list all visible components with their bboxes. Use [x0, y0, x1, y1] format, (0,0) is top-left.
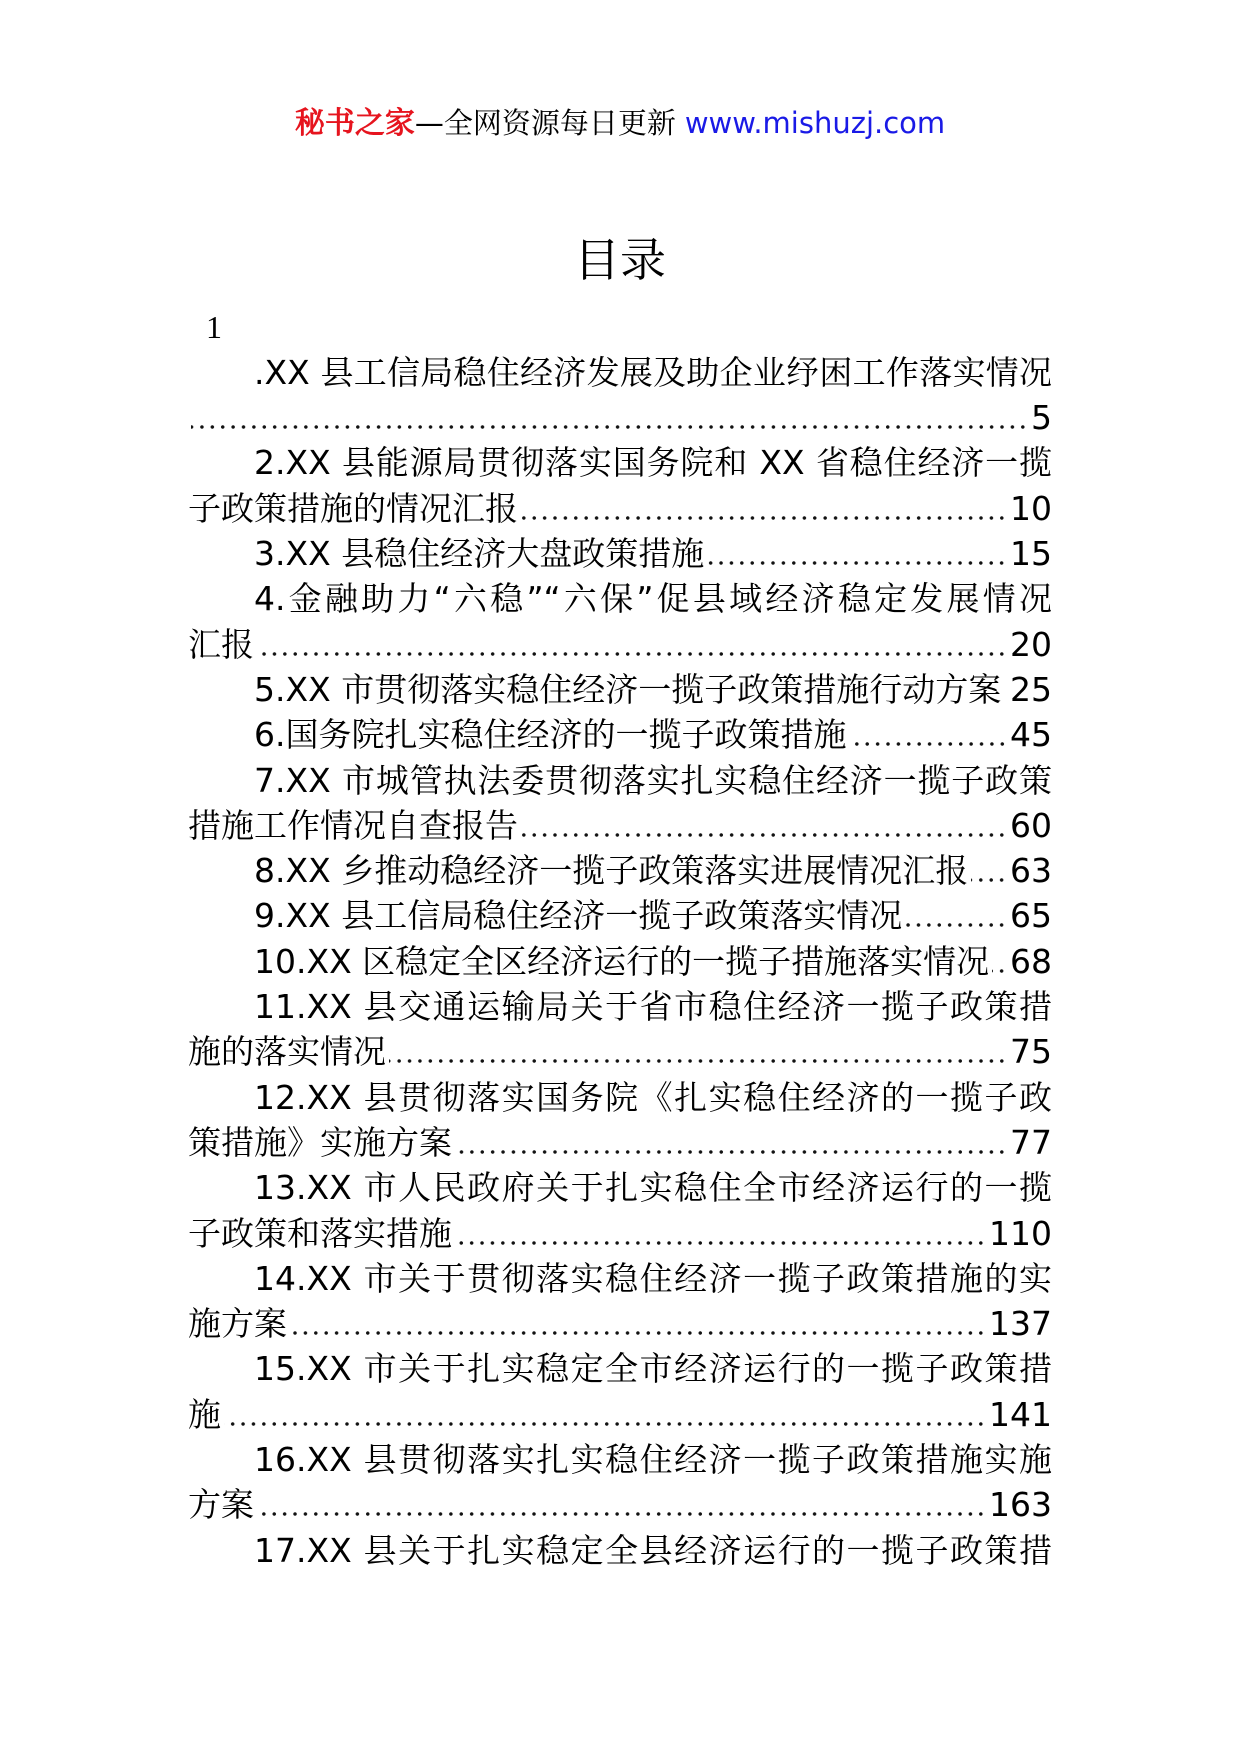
toc-line-text: 17.XX 县关于扎实稳定全县经济运行的一揽子政策措: [254, 1530, 1052, 1570]
dot-leader: [707, 531, 1007, 576]
toc-page-number: 60: [1010, 805, 1052, 845]
toc-line-text: 6.国务院扎实稳住经济的一揽子政策措施: [254, 715, 847, 755]
toc-page-number: 141: [989, 1394, 1052, 1434]
toc-page-number: 75: [1010, 1032, 1052, 1072]
toc-entry-number: 1: [206, 308, 222, 345]
toc-line-text: 13.XX 市人民政府关于扎实稳住全市经济运行的一揽: [254, 1168, 1052, 1208]
toc-line: [188, 486, 1052, 531]
dot-leader: [992, 939, 1007, 984]
toc-line-text: 2.XX 县能源局贯彻落实国务院和 XX 省稳住经济一揽: [254, 443, 1052, 483]
toc-line: [188, 1120, 1052, 1165]
toc-line: [188, 893, 1052, 938]
toc-entry: [188, 984, 1052, 1075]
toc-line: [188, 939, 1052, 984]
dot-leader: [521, 486, 1007, 531]
toc-line-text: 8.XX 乡推动稳经济一揽子政策落实进展情况汇报: [254, 851, 969, 891]
toc-line-text: 子政策措施的情况汇报: [188, 488, 518, 528]
dot-leader: [971, 848, 1007, 893]
toc-page-number: 65: [1010, 896, 1052, 936]
toc-page-number: 45: [1010, 715, 1052, 755]
toc-entry: [188, 576, 1052, 667]
toc-line: [188, 440, 1052, 485]
dot-leader: [389, 1029, 1007, 1074]
dot-leader: [1004, 667, 1007, 712]
toc-line: [188, 1029, 1052, 1074]
toc-entry: [188, 1528, 1052, 1573]
toc-line: [188, 622, 1052, 667]
toc-line-text: 施的落实情况: [188, 1032, 386, 1072]
toc-page-number: 77: [1010, 1122, 1052, 1162]
toc-list: [188, 305, 1052, 1573]
toc-line-text: 12.XX 县贯彻落实国务院《扎实稳住经济的一揽子政: [254, 1077, 1052, 1117]
toc-page-number: 20: [1010, 624, 1052, 664]
toc-line: [188, 1211, 1052, 1256]
toc-page-number: 25: [1010, 669, 1052, 709]
brand-name: 秘书之家: [294, 106, 415, 141]
toc-line-text: 子政策和落实措施: [188, 1213, 452, 1253]
toc-entry: [188, 531, 1052, 576]
toc-entry: [188, 1165, 1052, 1256]
dot-leader: [905, 893, 1007, 938]
toc-line: [188, 758, 1052, 803]
website-link[interactable]: www.mishuzj.com: [684, 106, 946, 140]
page-header: [0, 100, 1240, 147]
toc-page-number: 63: [1010, 851, 1052, 891]
toc-line-text: 3.XX 县稳住经济大盘政策措施: [254, 534, 705, 574]
toc-entry: [188, 848, 1052, 893]
toc-line: [188, 576, 1052, 621]
toc-line-text: 10.XX 区稳定全区经济运行的一揽子措施落实情况: [254, 941, 990, 981]
toc-entry: [188, 893, 1052, 938]
toc-line-text: 5.XX 市贯彻落实稳住经济一揽子政策措施行动方案: [254, 669, 1002, 709]
toc-line: [188, 1301, 1052, 1346]
page-title: 目录: [574, 233, 666, 287]
toc-page-number: 5: [1031, 398, 1052, 438]
toc-line-text: 14.XX 市关于贯彻落实稳住经济一揽子政策措施的实: [254, 1258, 1052, 1298]
toc-entry: [188, 1256, 1052, 1347]
toc-page-number: 10: [1010, 488, 1052, 528]
dot-leader: [224, 1392, 986, 1437]
toc-line-text: 汇报: [188, 624, 254, 664]
toc-line: [188, 395, 1052, 440]
toc-entry: [188, 1346, 1052, 1437]
toc-entry: [188, 758, 1052, 849]
toc-line-text: 9.XX 县工信局稳住经济一揽子政策落实情况: [254, 896, 903, 936]
toc-entry: [188, 712, 1052, 757]
toc-line-text: 16.XX 县贯彻落实扎实稳住经济一揽子政策措施实施: [254, 1440, 1052, 1480]
toc-entry: [188, 667, 1052, 712]
toc-line-text: 施方案: [188, 1304, 287, 1344]
toc-entry: [188, 1075, 1052, 1166]
toc-line-text: 15.XX 市关于扎实稳定全市经济运行的一揽子政策措: [254, 1349, 1052, 1389]
toc-entry: [188, 939, 1052, 984]
toc-entry: [188, 1437, 1052, 1528]
dot-leader: [257, 622, 1007, 667]
toc-line-text: 4.金融助力“六稳”“六保”促县域经济稳定发展情况: [254, 579, 1052, 619]
toc-line-text: 方案: [188, 1485, 254, 1525]
toc-line: [188, 350, 1052, 395]
toc-line-text: 7.XX 市城管执法委贯彻落实扎实稳住经济一揽子政策: [254, 760, 1052, 800]
toc-line-text: 施: [188, 1394, 221, 1434]
header-tagline: —全网资源每日更新: [414, 106, 676, 140]
toc-line: [188, 1346, 1052, 1391]
toc-line: [188, 1392, 1052, 1437]
toc-line: [188, 1437, 1052, 1482]
dot-leader: [191, 395, 1028, 440]
toc-line-text: 措施工作情况自查报告: [188, 805, 518, 845]
toc-page-number: 137: [989, 1304, 1052, 1344]
toc-entry: [188, 440, 1052, 531]
toc-line-text: 11.XX 县交通运输局关于省市稳住经济一揽子政策措: [254, 987, 1052, 1027]
toc-line-text: .XX 县工信局稳住经济发展及助企业纾困工作落实情况: [254, 352, 1052, 392]
toc-line: [188, 984, 1052, 1029]
toc-line: [188, 1256, 1052, 1301]
toc-line: [188, 531, 1052, 576]
dot-leader: [850, 712, 1008, 757]
toc-line: [188, 848, 1052, 893]
dot-leader: [521, 803, 1007, 848]
dot-leader: [290, 1301, 986, 1346]
toc-line: [188, 667, 1052, 712]
toc-line: [188, 1482, 1052, 1527]
dot-leader: [257, 1482, 986, 1527]
dot-leader: [455, 1120, 1007, 1165]
toc-entry: [188, 305, 1052, 441]
toc-line: [188, 1075, 1052, 1120]
toc-line: [188, 712, 1052, 757]
toc-page-number: 110: [989, 1213, 1052, 1253]
toc-page-number: 15: [1010, 534, 1052, 574]
toc-line: [188, 803, 1052, 848]
toc-line: [188, 1165, 1052, 1210]
toc-page-number: 68: [1010, 941, 1052, 981]
toc-page-number: 163: [989, 1485, 1052, 1525]
toc-line-text: 策措施》实施方案: [188, 1122, 452, 1162]
toc-line: [188, 1528, 1052, 1573]
dot-leader: [455, 1211, 986, 1256]
